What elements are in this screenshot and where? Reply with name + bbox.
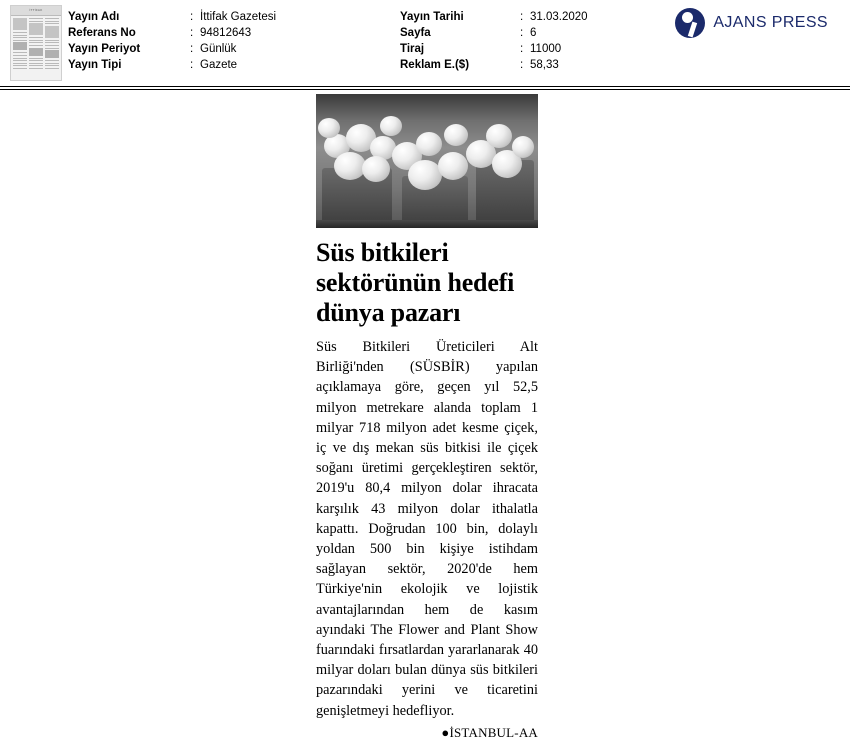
ajans-press-wordmark: AJANS PRESS (713, 14, 828, 31)
metadata-row (400, 41, 588, 57)
thumbnail-column (13, 18, 27, 71)
metadata-right-column (400, 9, 588, 73)
metadata-label: Yayın Periyot (68, 43, 141, 55)
metadata-label: Yayın Adı (68, 11, 120, 23)
article-photo (316, 94, 538, 228)
ajans-press-mark-icon (675, 8, 705, 38)
metadata-colon: : (520, 11, 524, 23)
metadata-colon: : (190, 27, 194, 39)
thumbnail-columns (11, 16, 61, 73)
header-divider (0, 86, 850, 87)
metadata-label: Referans No (68, 27, 136, 39)
article-body: Süs Bitkileri Üreticileri Alt Birliği'nden (SÜSBİR) yapılan açıklamaya göre, geçen yıl 52,5 milyon metrekare alanda toplam 1 milyar 718 milyon adet kesme çiçek, iç ve dış mekan süs bitkisi ile çiçek soğanı üretimi gerçekleştiren sektör, 2019'u 80,4 milyon dolar ihracata karşılık 43 milyon dolar ithalatla kapattı. Doğrudan 100 bin, dolaylı yoldan 500 bin kişiye istihdam sağlayan sektör, 2020'de hem Türkiye'nin ekolojik ve lojistik avantajlarından hem de kasım ayındaki The Flower and Plant Show fuarındaki fırsatlardan yararlanarak 40 milyar doları bulan dünya süs bitkileri pazarındaki yerini ve ticaretini genişletmeyi hedefliyor. (316, 339, 538, 719)
metadata-row (400, 9, 588, 25)
metadata-colon: : (520, 27, 524, 39)
metadata-colon: : (520, 43, 524, 55)
thumbnail-column (45, 18, 59, 71)
newspaper-page-thumbnail (10, 5, 62, 81)
metadata-value: 31.03.2020 (530, 11, 588, 23)
metadata-value: 6 (530, 27, 537, 39)
metadata-colon: : (190, 11, 194, 23)
metadata-label: Yayın Tarihi (400, 11, 464, 23)
metadata-label: Reklam E.($) (400, 59, 470, 71)
metadata-row (400, 57, 588, 73)
metadata-label: Yayın Tipi (68, 59, 122, 71)
article-byline (316, 725, 538, 741)
byline-text: İSTANBUL-AA (449, 724, 538, 740)
metadata-colon: : (520, 59, 524, 71)
metadata-row (68, 9, 276, 25)
thumbnail-masthead: İTTİFAK (11, 6, 61, 16)
thumbnail-column (29, 18, 43, 71)
document-header (0, 0, 850, 88)
ajans-press-logo (675, 8, 828, 38)
metadata-label: Tiraj (400, 43, 425, 55)
byline-bullet-icon: ● (441, 724, 450, 740)
metadata-colon: : (190, 59, 194, 71)
article-headline: Süs bitkileri sektörünün hedefi dünya pazarı (316, 238, 515, 327)
news-clipping (316, 94, 538, 741)
metadata-value: Gazete (200, 59, 238, 71)
metadata-row (68, 57, 276, 73)
metadata-value: 11000 (530, 43, 562, 55)
metadata-label: Sayfa (400, 27, 431, 39)
metadata-value: 94812643 (200, 27, 252, 39)
metadata-row (400, 25, 588, 41)
metadata-row (68, 25, 276, 41)
metadata-value: 58,33 (530, 59, 559, 71)
metadata-value: İttifak Gazetesi (200, 11, 277, 23)
metadata-colon: : (190, 43, 194, 55)
metadata-value: Günlük (200, 43, 237, 55)
metadata-left-column (68, 9, 276, 73)
metadata-row (68, 41, 276, 57)
header-divider-secondary (0, 89, 850, 90)
